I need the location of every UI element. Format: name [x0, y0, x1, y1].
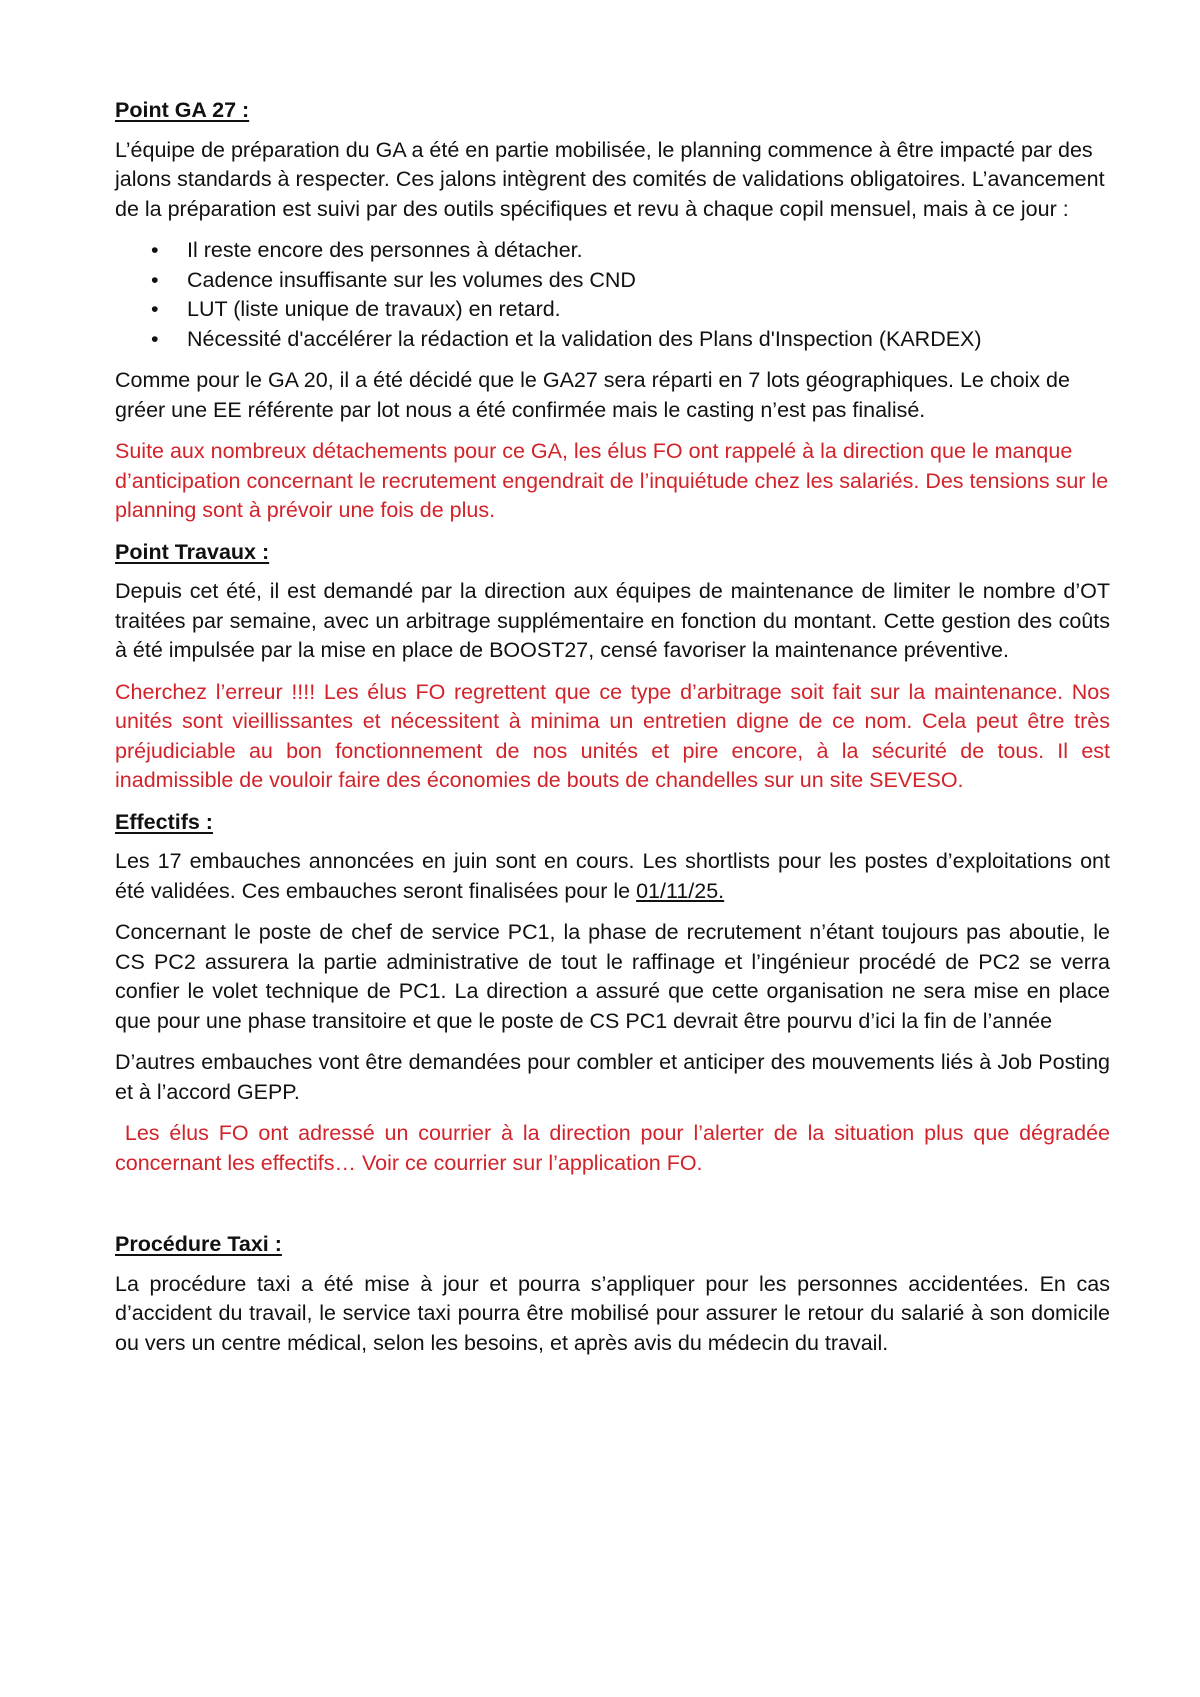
bullet-icon: •: [151, 326, 159, 351]
effectifs-p1-text: Les 17 embauches annoncées en juin sont en cours. Les shortlists pour les postes d’exploitations ont été validées. Ces embauches seront finalisées pour le: [115, 849, 1110, 903]
list-item-text: Cadence insuffisante sur les volumes des CND: [187, 267, 636, 292]
section-heading-ga27: Point GA 27 :: [115, 98, 250, 122]
effectifs-fo-comment: Les élus FO ont adressé un courrier à la direction pour l’alerter de la situation plus que dégradée concernant les effectifs… Voir ce courrier sur l’application FO.: [115, 1121, 1116, 1175]
ga27-intro: L’équipe de préparation du GA a été en partie mobilisée, le planning commence à être impacté par des jalons standards à respecter. Ces jalons intègrent des comités de validations obligatoires. L’avancement de la préparation est suivi par des outils spécifiques et revu à chaque copil mensuel, mais à ce jour :: [115, 137, 1105, 221]
ga27-bullet-list: [115, 236, 1110, 354]
list-item: [151, 266, 1110, 296]
section-heading-travaux: Point Travaux :: [115, 539, 270, 564]
effectifs-paragraph-3: D’autres embauches vont être demandées pour combler et anticiper des mouvements liés à Job Posting et à l’accord GEPP.: [115, 1050, 1110, 1104]
spacer: [115, 1190, 1110, 1230]
list-item-text: Il reste encore des personnes à détacher.: [187, 238, 583, 262]
list-item: [151, 236, 1110, 266]
bullet-icon: •: [151, 267, 159, 292]
list-item: [151, 325, 1110, 355]
list-item: [151, 295, 1110, 325]
taxi-body: La procédure taxi a été mise à jour et pourra s’appliquer pour les personnes accidentées. En cas d’accident du travail, le service taxi pourra être mobilisé pour assurer le retour du salarié à son domicile ou vers un centre médical, selon les besoins, et après avis du médecin du travail.: [115, 1271, 1110, 1355]
ga27-fo-comment: Suite aux nombreux détachements pour ce GA, les élus FO ont rappelé à la direction que le manque d’anticipation concernant le recrutement engendrait de l’inquiétude chez les salariés. Des tensions sur le planning sont à prévoir une fois de plus.: [115, 439, 1109, 522]
travaux-body: Depuis cet été, il est demandé par la direction aux équipes de maintenance de limiter le nombre d’OT traitées par semaine, avec un arbitrage supplémentaire en fonction du montant. Cette gestion des coûts à été impulsée par la mise en place de BOOST27, censé favoriser la maintenance préventive.: [115, 579, 1110, 662]
effectifs-date: 01/11/25.: [636, 878, 725, 903]
bullet-icon: •: [151, 297, 159, 321]
section-heading-effectifs: Effectifs :: [115, 809, 213, 834]
list-item-text: LUT (liste unique de travaux) en retard.: [187, 297, 561, 321]
list-item-text: Nécessité d'accélérer la rédaction et la validation des Plans d'Inspection (KARDEX): [187, 326, 982, 351]
ga27-lots-paragraph: Comme pour le GA 20, il a été décidé que le GA27 sera réparti en 7 lots géographiques. Le choix de gréer une EE référente par lot nous a été confirmée mais le casting n’est pas finalisé.: [115, 368, 1070, 422]
bullet-icon: •: [151, 238, 159, 262]
section-heading-taxi: Procédure Taxi :: [115, 1232, 282, 1256]
travaux-fo-comment: Cherchez l’erreur !!!! Les élus FO regrettent que ce type d’arbitrage soit fait sur la maintenance. Nos unités sont vieillissantes et nécessitent à minima un entretien digne de ce nom. Cela peut être très préjudiciable au bon fonctionnement de nos unités et pire encore, à la sécurité de tous. Il est inadmissible de vouloir faire des économies de bouts de chandelles sur un site SEVESO.: [115, 679, 1110, 792]
effectifs-paragraph-2: Concernant le poste de chef de service PC1, la phase de recrutement n’étant toujours pas aboutie, le CS PC2 assurera la partie administrative de tout le raffinage et l’ingénieur procédé de PC2 se verra confier le volet technique de PC1. La direction a assuré que cette organisation ne sera mise en place que pour une phase transitoire et que le poste de CS PC1 devrait être pourvu d’ici la fin de l’année: [115, 920, 1110, 1033]
effectifs-paragraph-1: [115, 847, 1110, 906]
document-page: [115, 96, 1116, 1370]
